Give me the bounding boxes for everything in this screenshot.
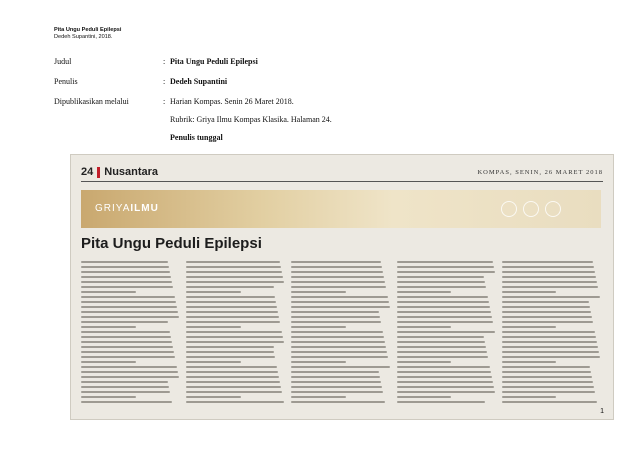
header-rule bbox=[81, 181, 603, 182]
article-text-line bbox=[186, 396, 241, 398]
meta-label: Penulis bbox=[54, 77, 78, 86]
article-text-line bbox=[291, 341, 384, 343]
article-text-line bbox=[186, 261, 280, 263]
article-text-line bbox=[397, 296, 488, 298]
article-text-line bbox=[186, 296, 275, 298]
article-text-line bbox=[397, 341, 485, 343]
article-text-line bbox=[397, 286, 486, 288]
article-column bbox=[397, 261, 496, 406]
article-text-line bbox=[397, 326, 452, 328]
article-text-line bbox=[81, 371, 178, 373]
article-text-line bbox=[397, 311, 491, 313]
article-column bbox=[502, 261, 601, 406]
article-text-line bbox=[502, 396, 557, 398]
article-text-line bbox=[502, 346, 598, 348]
article-text-line bbox=[81, 401, 172, 403]
article-text-line bbox=[502, 281, 597, 283]
article-text-line bbox=[186, 326, 241, 328]
rubric-label: GRIYAILMU bbox=[95, 203, 159, 214]
article-text-line bbox=[502, 386, 594, 388]
article-text-line bbox=[81, 276, 171, 278]
article-text-line bbox=[397, 346, 486, 348]
article-text-line bbox=[81, 351, 174, 353]
article-text-line bbox=[81, 391, 170, 393]
article-text-line bbox=[397, 301, 489, 303]
article-text-line bbox=[502, 371, 591, 373]
article-text-line bbox=[291, 386, 381, 388]
article-text-line bbox=[186, 351, 274, 353]
article-text-line bbox=[502, 266, 594, 268]
article-text-line bbox=[81, 331, 170, 333]
article-body-columns bbox=[81, 261, 601, 406]
article-text-line bbox=[81, 376, 179, 378]
article-text-line bbox=[502, 306, 590, 308]
article-text-line bbox=[81, 396, 136, 398]
article-text-line bbox=[186, 286, 273, 288]
article-text-line bbox=[81, 321, 168, 323]
article-text-line bbox=[502, 341, 597, 343]
article-text-line bbox=[81, 316, 179, 318]
article-text-line bbox=[291, 286, 385, 288]
article-text-line bbox=[502, 376, 592, 378]
article-text-line bbox=[186, 366, 277, 368]
article-text-line bbox=[291, 296, 387, 298]
article-text-line bbox=[397, 291, 452, 293]
article-text-line bbox=[186, 386, 281, 388]
article-text-line bbox=[81, 326, 136, 328]
article-text-line bbox=[186, 271, 282, 273]
article-text-line bbox=[502, 351, 599, 353]
rubric-banner bbox=[81, 190, 601, 228]
article-text-line bbox=[291, 376, 379, 378]
article-text-line bbox=[291, 271, 382, 273]
article-text-line bbox=[502, 356, 600, 358]
article-text-line bbox=[502, 336, 596, 338]
article-text-line bbox=[81, 286, 173, 288]
article-text-line bbox=[502, 291, 557, 293]
article-text-line bbox=[186, 321, 280, 323]
article-column bbox=[81, 261, 180, 406]
clipping-header bbox=[81, 165, 603, 179]
meta-value: Dedeh Supantini bbox=[170, 77, 228, 86]
article-text-line bbox=[502, 311, 591, 313]
header-author: Dedeh Supantini, 2018. bbox=[54, 34, 113, 40]
article-text-line bbox=[291, 306, 389, 308]
article-text-line bbox=[81, 386, 169, 388]
article-text-line bbox=[397, 271, 495, 273]
article-text-line bbox=[502, 366, 590, 368]
rubric-text: Rubrik: Griya Ilmu Kompas Klasika. Halaman 24. bbox=[170, 115, 332, 124]
article-text-line bbox=[81, 296, 175, 298]
article-text-line bbox=[502, 316, 592, 318]
article-text-line bbox=[502, 261, 593, 263]
clipping-date: KOMPAS, SENIN, 26 MARET 2018 bbox=[477, 168, 603, 176]
article-text-line bbox=[81, 261, 168, 263]
article-text-line bbox=[397, 391, 495, 393]
article-text-line bbox=[397, 351, 487, 353]
article-text-line bbox=[291, 326, 346, 328]
article-text-line bbox=[81, 356, 175, 358]
article-text-line bbox=[291, 331, 382, 333]
article-text-line bbox=[81, 336, 171, 338]
article-text-line bbox=[397, 401, 485, 403]
article-text-line bbox=[291, 281, 384, 283]
header-title: Pita Ungu Peduli Epilepsi bbox=[54, 27, 122, 33]
article-text-line bbox=[81, 311, 178, 313]
circle-icon bbox=[545, 201, 561, 217]
article-text-line bbox=[81, 361, 136, 363]
article-text-line bbox=[291, 351, 386, 353]
page-number: 1 bbox=[600, 408, 604, 415]
meta-label: Judul bbox=[54, 57, 72, 66]
article-text-line bbox=[186, 311, 278, 313]
author-type-text: Penulis tunggal bbox=[170, 133, 223, 142]
article-text-line bbox=[186, 316, 279, 318]
article-text-line bbox=[291, 336, 383, 338]
clipping-section: Nusantara bbox=[104, 166, 159, 178]
article-text-line bbox=[186, 376, 279, 378]
article-text-line bbox=[502, 326, 557, 328]
circle-icon bbox=[523, 201, 539, 217]
article-text-line bbox=[502, 286, 598, 288]
article-text-line bbox=[186, 391, 282, 393]
article-text-line bbox=[186, 301, 276, 303]
article-text-line bbox=[186, 336, 283, 338]
article-text-line bbox=[81, 301, 176, 303]
article-text-line bbox=[186, 266, 281, 268]
article-text-line bbox=[291, 301, 388, 303]
meta-value: Pita Ungu Peduli Epilepsi bbox=[170, 57, 258, 66]
article-text-line bbox=[291, 266, 381, 268]
article-text-line bbox=[502, 301, 589, 303]
article-text-line bbox=[397, 396, 452, 398]
article-text-line bbox=[502, 321, 593, 323]
article-text-line bbox=[291, 321, 380, 323]
clipping-headline: Pita Ungu Peduli Epilepsi bbox=[81, 235, 262, 252]
article-text-line bbox=[291, 291, 346, 293]
article-text-line bbox=[291, 316, 379, 318]
article-text-line bbox=[291, 381, 380, 383]
article-text-line bbox=[291, 391, 382, 393]
article-text-line bbox=[397, 366, 490, 368]
circle-icon bbox=[501, 201, 517, 217]
article-text-line bbox=[397, 276, 484, 278]
article-text-line bbox=[186, 306, 277, 308]
article-text-line bbox=[502, 391, 595, 393]
article-text-line bbox=[81, 346, 173, 348]
article-text-line bbox=[186, 361, 241, 363]
article-text-line bbox=[502, 401, 597, 403]
article-text-line bbox=[397, 266, 494, 268]
meta-value: Harian Kompas. Senin 26 Maret 2018. bbox=[170, 97, 294, 106]
article-text-line bbox=[186, 281, 284, 283]
article-text-line bbox=[502, 296, 600, 298]
article-text-line bbox=[186, 401, 284, 403]
article-text-line bbox=[397, 261, 493, 263]
article-text-line bbox=[291, 261, 380, 263]
article-text-line bbox=[81, 366, 177, 368]
article-text-line bbox=[186, 331, 282, 333]
article-text-line bbox=[186, 276, 283, 278]
article-column bbox=[186, 261, 285, 406]
article-text-line bbox=[186, 356, 275, 358]
article-text-line bbox=[502, 276, 596, 278]
article-text-line bbox=[81, 381, 168, 383]
article-text-line bbox=[397, 371, 491, 373]
article-text-line bbox=[81, 306, 177, 308]
article-text-line bbox=[291, 311, 378, 313]
document-header bbox=[54, 27, 121, 41]
article-text-line bbox=[397, 386, 494, 388]
article-text-line bbox=[502, 361, 557, 363]
article-text-line bbox=[81, 266, 169, 268]
article-text-line bbox=[502, 331, 595, 333]
article-text-line bbox=[291, 401, 384, 403]
article-text-line bbox=[397, 306, 490, 308]
article-text-line bbox=[81, 271, 170, 273]
article-text-line bbox=[397, 321, 493, 323]
article-text-line bbox=[397, 356, 488, 358]
article-text-line bbox=[397, 361, 452, 363]
article-text-line bbox=[291, 366, 389, 368]
article-text-line bbox=[291, 356, 387, 358]
article-text-line bbox=[186, 381, 280, 383]
article-text-line bbox=[502, 271, 595, 273]
article-text-line bbox=[81, 291, 136, 293]
article-text-line bbox=[291, 276, 383, 278]
article-text-line bbox=[397, 281, 485, 283]
article-text-line bbox=[81, 341, 172, 343]
article-text-line bbox=[186, 371, 278, 373]
article-text-line bbox=[291, 371, 378, 373]
newspaper-clipping bbox=[70, 154, 614, 420]
article-text-line bbox=[397, 316, 492, 318]
article-text-line bbox=[291, 396, 346, 398]
article-text-line bbox=[397, 331, 495, 333]
article-text-line bbox=[186, 291, 241, 293]
article-column bbox=[291, 261, 390, 406]
article-text-line bbox=[397, 376, 492, 378]
article-text-line bbox=[81, 281, 172, 283]
meta-label: Dipublikasikan melalui bbox=[54, 97, 129, 106]
article-text-line bbox=[397, 381, 493, 383]
article-text-line bbox=[186, 346, 273, 348]
article-text-line bbox=[291, 361, 346, 363]
banner-decoration-icons bbox=[501, 198, 561, 220]
article-text-line bbox=[502, 381, 593, 383]
article-text-line bbox=[186, 341, 284, 343]
article-text-line bbox=[291, 346, 385, 348]
clipping-page-number: 24 bbox=[81, 166, 94, 178]
article-text-line bbox=[397, 336, 484, 338]
section-accent-bar bbox=[97, 167, 100, 178]
